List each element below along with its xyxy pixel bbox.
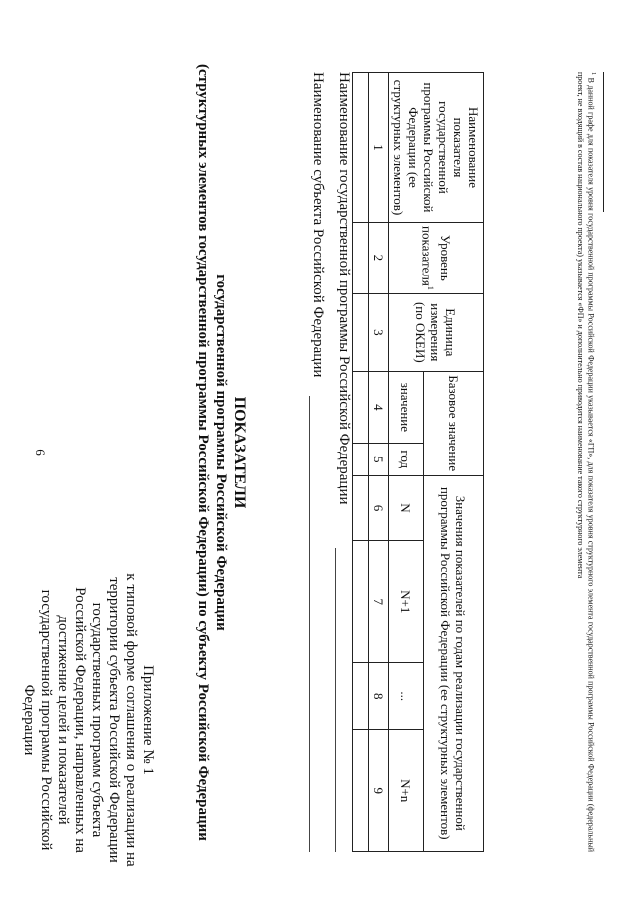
empty-cell (353, 223, 369, 294)
header-level (389, 223, 484, 294)
col-number: 4 (369, 371, 389, 443)
empty-cell (353, 663, 369, 730)
empty-row (353, 73, 369, 852)
header-base-value-value: значение (389, 371, 424, 443)
empty-cell (353, 730, 369, 852)
empty-cell (353, 73, 369, 223)
empty-cell (353, 475, 369, 541)
empty-cell (353, 541, 369, 663)
empty-cell (353, 371, 369, 443)
appendix-text: к типовой форме соглашения о реализации на территории субъекта Российской Федерации государственных программ субъекта Российской Федерации, направленных на достижение целей и показателей государственной программы Российской Федерации (21, 573, 139, 867)
col-number: 3 (369, 293, 389, 371)
header-values-by-year: Значения показателей по годам реализации государственной программы Российской Федерации (ее структурных элементов) (423, 475, 483, 851)
header-level-label: Уровень показателя (419, 226, 453, 286)
document-title (194, 0, 248, 905)
indicators-table (352, 72, 484, 852)
footnote-ref: 1 (425, 285, 435, 290)
col-number: 5 (369, 443, 389, 475)
footnote (575, 72, 598, 852)
col-number: 8 (369, 663, 389, 730)
program-name-line (335, 548, 336, 852)
header-indicator-name: Наименование показателя государственной программы Российской Федерации (ее структурных элементов) (389, 73, 484, 223)
header-year-nn: N+n (389, 730, 424, 852)
title-line-3: (структурных элементов государственной программы Российской Федерации) по субъекту Российской Федерации (195, 64, 211, 841)
footnote-separator (603, 72, 604, 212)
title-line-2: государственной программы Российской Федерации (213, 274, 229, 631)
col-number: 7 (369, 541, 389, 663)
footnote-mark: 1 (590, 72, 597, 76)
program-name-label: Наименование государственной программы Российской Федерации (336, 72, 352, 505)
col-number: 9 (369, 730, 389, 852)
subject-name-line (309, 396, 310, 852)
header-year-ellipsis: ... (389, 663, 424, 730)
footnote-text: В данной графе для показателя уровня государственной программы Российской Федерации указывается «ГП», для показателя уровня структурного элемента государственной программы Российской Федерации (федеральный проект, не входящий в состав национального проекта) указывается «ФП» и дополнительно приводится наименование такого структурного элемента (576, 72, 596, 853)
subject-name-label: Наименование субъекта Российской Федерации (310, 72, 326, 378)
appendix-heading: Приложение № 1 (140, 665, 156, 775)
header-year-n1: N+1 (389, 541, 424, 663)
col-number: 1 (369, 73, 389, 223)
header-base-value: Базовое значение (423, 371, 483, 475)
col-number: 6 (369, 475, 389, 541)
empty-cell (353, 293, 369, 371)
column-numbers-row (369, 73, 389, 852)
appendix-block (20, 570, 156, 870)
header-unit: Единица измерения (по ОКЕИ) (389, 293, 484, 371)
header-year-n: N (389, 475, 424, 541)
empty-cell (353, 443, 369, 475)
page-number: 6 (33, 449, 48, 456)
title-main: ПОКАЗАТЕЛИ (231, 396, 248, 509)
col-number: 2 (369, 223, 389, 294)
header-base-value-year: год (389, 443, 424, 475)
